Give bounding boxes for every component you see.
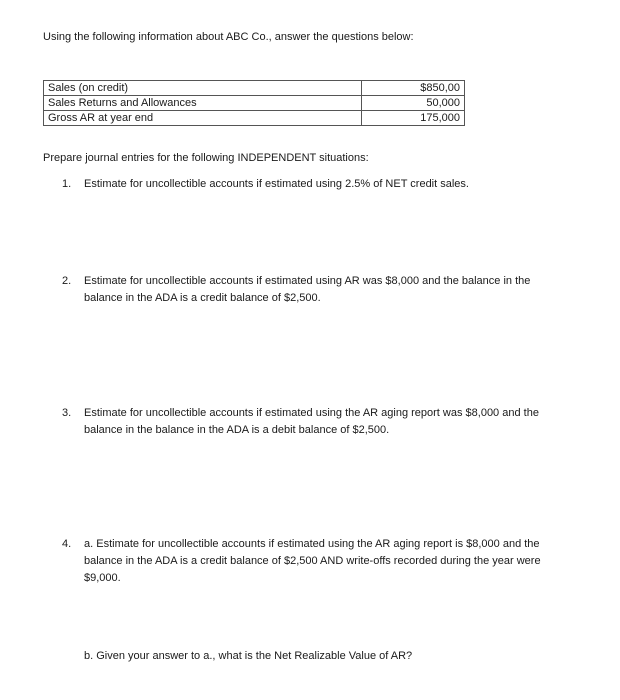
question-number: 1. (62, 178, 72, 190)
row-value: 175,000 (362, 111, 465, 126)
question-1 (62, 176, 562, 193)
question-text: Estimate for uncollectible accounts if estimated using 2.5% of NET credit sales. (84, 178, 469, 190)
row-value: $850,00 (362, 81, 465, 96)
data-table (43, 80, 465, 126)
question-4b-text: b. Given your answer to a., what is the Net Realizable Value of AR? (84, 650, 413, 662)
question-number: 2. (62, 275, 72, 287)
row-value: 50,000 (362, 96, 465, 111)
intro-text: Using the following information about ABC Co., answer the questions below: (43, 31, 414, 43)
table-row (44, 81, 465, 96)
question-number: 3. (62, 407, 72, 419)
table-row (44, 96, 465, 111)
question-3 (62, 405, 562, 439)
question-4 (62, 536, 562, 587)
question-2 (62, 273, 562, 307)
question-number: 4. (62, 538, 72, 550)
row-label: Sales Returns and Allowances (44, 96, 362, 111)
table-row (44, 111, 465, 126)
question-text: a. Estimate for uncollectible accounts if estimated using the AR aging report is $8,000 and the balance in the ADA is a credit balance of $2,500 AND write-offs recorded during the year were $9,000. (84, 538, 541, 584)
question-text: Estimate for uncollectible accounts if estimated using AR was $8,000 and the balance in the balance in the ADA is a credit balance of $2,500. (84, 275, 531, 304)
row-label: Gross AR at year end (44, 111, 362, 126)
question-text: Estimate for uncollectible accounts if estimated using the AR aging report was $8,000 and the balance in the balance in the ADA is a debit balance of $2,500. (84, 407, 539, 436)
row-label: Sales (on credit) (44, 81, 362, 96)
instructions-text: Prepare journal entries for the following INDEPENDENT situations: (43, 152, 369, 164)
